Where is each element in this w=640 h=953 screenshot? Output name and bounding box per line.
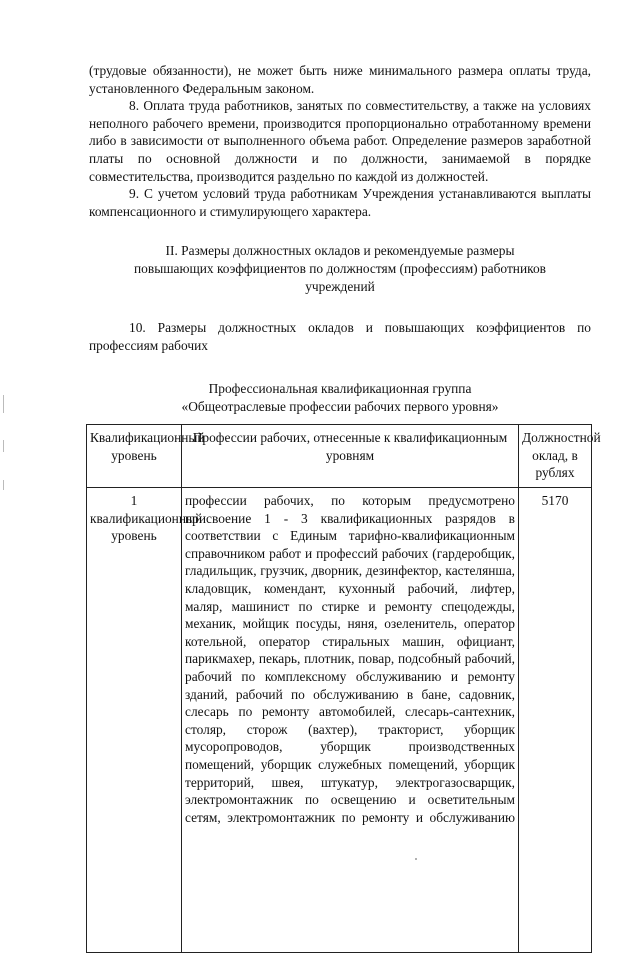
paragraph-9: 9. С учетом условий труда работникам Учреждения устанавливаются выплаты компенсационного и стимулирующего характера. xyxy=(89,186,591,219)
section-heading-line-3: учреждений xyxy=(305,278,375,294)
document-body xyxy=(89,62,591,416)
header-qualification-level: Квалификационный уровень xyxy=(87,425,182,488)
cell-salary: 5170 xyxy=(519,488,592,953)
qualification-group-title xyxy=(89,380,591,415)
header-professions: Профессии рабочих, отнесенные к квалификационным уровням xyxy=(182,425,519,488)
group-title-line-2: «Общеотраслевые профессии рабочих первого уровня» xyxy=(181,398,499,414)
paragraph-continuation: (трудовые обязанности), не может быть ниже минимального размера оплаты труда, установленного Федеральным законом. xyxy=(89,63,591,96)
cell-level: 1 квалификационный уровень xyxy=(87,488,182,953)
table-header-row xyxy=(87,425,592,488)
cell-professions: профессии рабочих, по которым предусмотрено присвоение 1 - 3 квалификационных разрядов в соответствии с Единым тарифно-квалификационным справочником работ и профессий рабочих (гардеробщик, гладильщик, грузчик, дворник, дезинфектор, кастелянша, кладовщик, комендант, кухонный рабочий, лифтер, маляр, машинист по стирке и ремонту спецодежды, механик, мойщик посуды, няня, озеленитель, оператор котельной, оператор стиральных машин, официант, парикмахер, пекарь, плотник, повар, подсобный рабочий, рабочий по комплексному обслуживанию и ремонту зданий, рабочий по обслуживанию в бане, садовник, слесарь по ремонту автомобилей, слесарь-сантехник, столяр, сторож (вахтер), тракторист, уборщик мусоропроводов, уборщик производственных помещений, уборщик служебных помещений, уборщик территорий, швея, штукатур, электрогазосварщик, электромонтажник по освещению и осветительным сетям, электромонтажник по ремонту и обслуживанию xyxy=(182,488,519,953)
section-heading-line-2: повышающих коэффициентов по должностям (профессиям) работников xyxy=(134,260,546,276)
salary-table xyxy=(86,424,601,953)
paragraph-8: 8. Оплата труда работников, занятых по совместительству, а также на условиях неполного рабочего времени, производится пропорционально отработанному времени либо в зависимости от выполненного объема работ. Определение размеров заработной платы по основной должности и по должности, занимаемой в порядке совместительства, производится раздельно по каждой из должностей. xyxy=(89,98,591,184)
section-heading xyxy=(89,242,591,295)
header-salary: Должностной оклад, в рублях xyxy=(519,425,592,488)
group-title-line-1: Профессиональная квалификационная группа xyxy=(208,381,472,397)
paragraph-10: 10. Размеры должностных окладов и повышающих коэффициентов по профессиям рабочих xyxy=(89,320,591,353)
table-row xyxy=(87,488,592,953)
section-heading-line-1: II. Размеры должностных окладов и рекомендуемые размеры xyxy=(165,243,515,259)
